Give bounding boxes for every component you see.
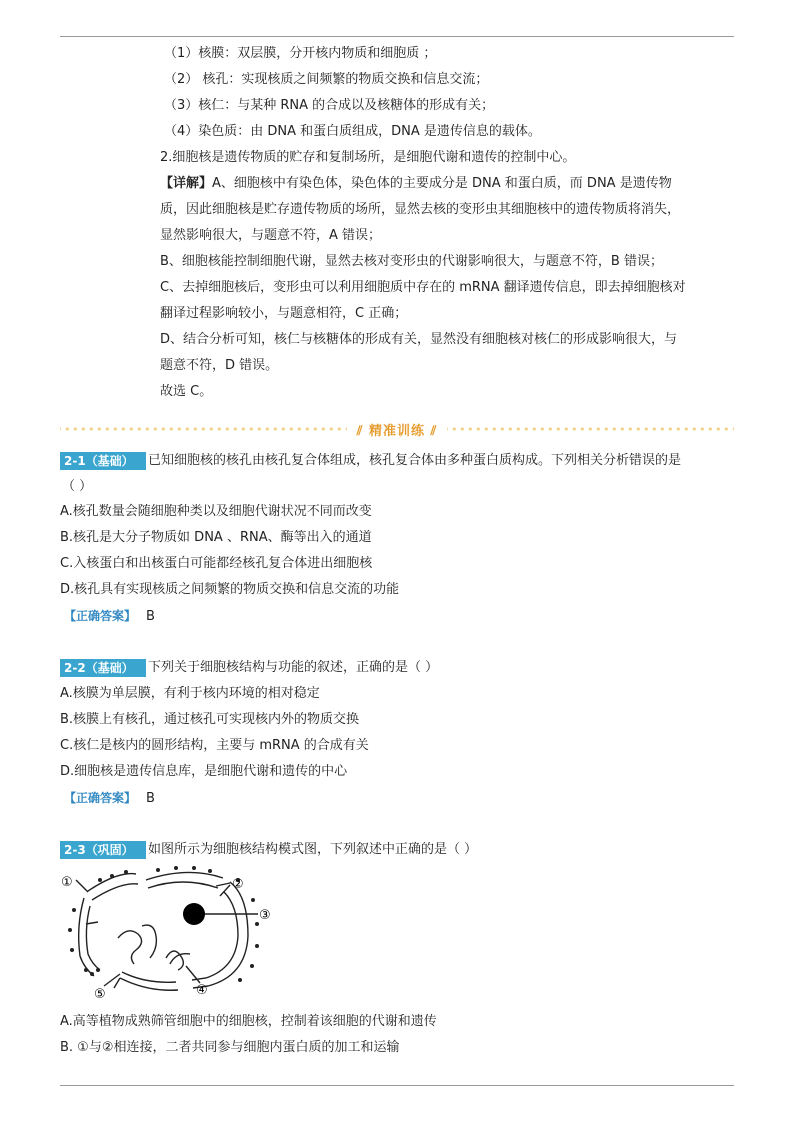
detail-line-9: 故选 C。 bbox=[160, 384, 213, 399]
point-4: （4）染色质：由 DNA 和蛋白质组成，DNA 是遗传信息的载体。 bbox=[164, 124, 541, 139]
detail-line-2: 质，因此细胞核是贮存遗传物质的场所，显然去核的变形虫其细胞核中的遗传物质将消失， bbox=[160, 202, 681, 217]
point-5: 2.细胞核是遗传物质的贮存和复制场所，是细胞代谢和遗传的控制中心。 bbox=[160, 150, 576, 165]
detail-line-5: C、去掉细胞核后，变形虫可以利用细胞质中存在的 mRNA 翻译遗传信息，即去掉细胞核对 bbox=[160, 280, 686, 295]
option-2-1-c: C.入核蛋白和出核蛋白可能都经核孔复合体进出细胞核 bbox=[60, 556, 373, 571]
outer-membrane-top-right bbox=[146, 872, 223, 880]
figure-label-3: ③ bbox=[259, 908, 271, 923]
option-2-2-a: A.核膜为单层膜，有利于核内环境的相对稳定 bbox=[60, 686, 320, 701]
nucleolus bbox=[183, 903, 205, 925]
banner-dots-right bbox=[447, 425, 734, 433]
answer-value: B bbox=[146, 791, 155, 806]
detail-line-1: 【详解】A、细胞核中有染色体，染色体的主要成分是 DNA 和蛋白质，而 DNA 是遗传物 bbox=[160, 176, 672, 191]
leader-5 bbox=[104, 974, 120, 986]
detail-line-8: 题意不符，D 错误。 bbox=[160, 358, 279, 373]
section-banner bbox=[60, 418, 734, 440]
detail-label: 【详解】 bbox=[160, 176, 213, 191]
er-link bbox=[86, 922, 98, 924]
option-2-1-d: D.核孔具有实现核质之间频繁的物质交换和信息交流的功能 bbox=[60, 582, 400, 597]
leader-1 bbox=[76, 880, 88, 892]
point-1: （1）核膜：双层膜，分开核内物质和细胞质 ； bbox=[164, 46, 437, 61]
er-link-bottom bbox=[114, 978, 120, 988]
question-stem-2-1-paren: （ ） bbox=[62, 479, 93, 494]
detail-line-7: D、结合分析可知，核仁与核糖体的形成有关，显然没有细胞核对核仁的形成影响很大，与 bbox=[160, 332, 678, 347]
answer-value: B bbox=[146, 609, 155, 624]
point-2: （2） 核孔：实现核质之间频繁的物质交换和信息交流； bbox=[164, 72, 489, 87]
question-stem-2-3: 如图所示为细胞核结构模式图，下列叙述中正确的是（ ） bbox=[148, 842, 478, 857]
detail-line-3: 显然影响很大，与题意不符，A 错误； bbox=[160, 228, 382, 243]
inner-membrane-left bbox=[86, 906, 100, 970]
option-2-1-a: A.核孔数量会随细胞种类以及细胞代谢状况不同而改变 bbox=[60, 504, 372, 519]
question-stem-2-2: 下列关于细胞核结构与功能的叙述，正确的是（ ） bbox=[148, 660, 439, 675]
section-title: ⫽ 精准训练 ⫽ bbox=[356, 423, 438, 439]
leader-2a bbox=[216, 883, 230, 886]
leader-2b bbox=[220, 885, 230, 896]
top-rule bbox=[60, 36, 734, 37]
outer-membrane-right bbox=[193, 882, 248, 988]
answer-label: 【正确答案】 bbox=[64, 791, 137, 805]
answer-2-1 bbox=[64, 607, 155, 626]
figure-label-4: ④ bbox=[196, 983, 208, 998]
option-2-2-b: B.核膜上有核孔，通过核孔可实现核内外的物质交换 bbox=[60, 712, 360, 727]
outer-membrane-bottom bbox=[120, 978, 178, 990]
answer-2-2 bbox=[64, 789, 155, 808]
answer-label: 【正确答案】 bbox=[64, 609, 137, 623]
banner-dots-left bbox=[60, 425, 347, 433]
question-stem-2-1: 已知细胞核的核孔由核孔复合体组成，核孔复合体由多种蛋白质构成。下列相关分析错误的是 bbox=[148, 453, 682, 468]
inner-membrane-bottom bbox=[122, 972, 176, 982]
nucleus-diagram bbox=[58, 866, 288, 1006]
inner-membrane-top-right bbox=[148, 882, 218, 888]
detail-line-6: 翻译过程影响较小，与题意相符，C 正确； bbox=[160, 306, 408, 321]
option-2-1-b: B.核孔是大分子物质如 DNA 、RNA、酶等出入的通道 bbox=[60, 530, 372, 545]
option-2-3-b: B. ①与②相连接，二者共同参与细胞内蛋白质的加工和运输 bbox=[60, 1040, 400, 1055]
figure-label-1: ① bbox=[61, 875, 73, 890]
inner-membrane-top-left bbox=[92, 884, 138, 900]
bottom-rule bbox=[60, 1085, 734, 1086]
option-2-2-d: D.细胞核是遗传信息库，是细胞代谢和遗传的中心 bbox=[60, 764, 348, 779]
question-tag-2-3: 2-3（巩固） bbox=[60, 841, 146, 859]
question-tag-2-1: 2-1（基础） bbox=[60, 452, 146, 470]
option-2-2-c: C.核仁是核内的圆形结构，主要与 mRNA 的合成有关 bbox=[60, 738, 369, 753]
figure-label-5: ⑤ bbox=[94, 987, 106, 1002]
figure-label-2: ② bbox=[232, 877, 244, 892]
option-2-3-a: A.高等植物成熟筛管细胞中的细胞核，控制着该细胞的代谢和遗传 bbox=[60, 1014, 437, 1029]
chromatin bbox=[118, 925, 156, 964]
point-3: （3）核仁：与某种 RNA 的合成以及核糖体的形成有关； bbox=[164, 98, 495, 113]
detail-line-4: B、细胞核能控制细胞代谢，显然去核对变形虫的代谢影响很大，与题意不符，B 错误； bbox=[160, 254, 663, 269]
question-tag-2-2: 2-2（基础） bbox=[60, 659, 146, 677]
